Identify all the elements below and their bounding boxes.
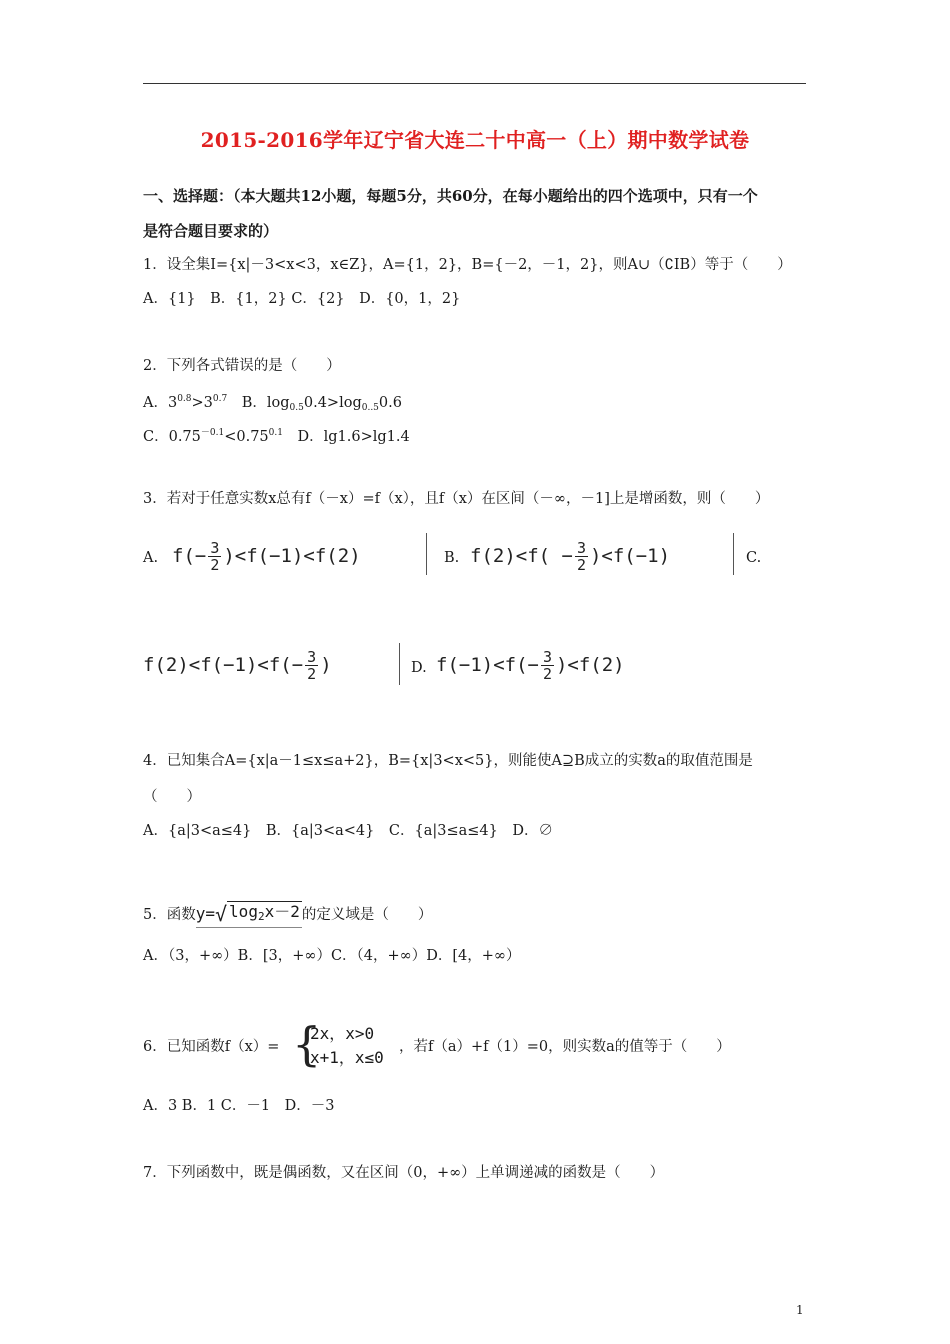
- q3-d-num: 3: [542, 647, 552, 666]
- q3-d-pre: f(−1)<f(−: [436, 654, 539, 676]
- q3-b-pre: f(2)<f( −: [470, 545, 573, 567]
- q3-formula-a: [172, 536, 361, 576]
- q3-a-num: 3: [210, 538, 220, 557]
- q5-formula-y: y=: [195, 904, 215, 923]
- q3-divider-cd: [399, 643, 400, 685]
- question-1-stem: 1．设全集I={x|－3<x<3，x∈Z}，A={1，2}，B={－2，－1，2}，则A∪（∁IB）等于（ ）: [143, 257, 792, 273]
- q3-c-pre: f(2)<f(−1)<f(−: [143, 654, 304, 676]
- q3-c-den: 2: [307, 664, 317, 683]
- question-2-stem: 2．下列各式错误的是（ ）: [143, 358, 341, 374]
- q2-option-d: D．lg1.6>lg1.4: [282, 429, 410, 445]
- question-6-stem-pre: 6．已知函数f（x）=: [143, 1039, 280, 1055]
- q5-log-base: 2: [257, 910, 265, 923]
- q3-formula-c: [143, 645, 332, 685]
- q3-label-a: A.: [143, 550, 159, 566]
- question-5-stem: [143, 901, 432, 928]
- question-2-options-ab: [143, 389, 402, 418]
- q3-c-post: ): [320, 654, 332, 676]
- page-number: 1: [796, 1303, 804, 1317]
- radical-sign-icon: √: [215, 902, 228, 926]
- q3-a-post: )<f(−1)<f(2): [223, 545, 361, 567]
- q2-option-c-exp1: －0.1: [200, 428, 225, 438]
- q3-b-fraction: [575, 540, 588, 573]
- q5-log-arg: x－2: [264, 902, 300, 921]
- q3-d-den: 2: [542, 664, 552, 683]
- question-5-options: A．（3，+∞）B．[3，+∞）C．（4，+∞）D．[4，+∞）: [143, 948, 521, 964]
- q3-a-pre: f(−: [172, 545, 207, 567]
- q3-divider-ab: [426, 533, 427, 575]
- q2-option-b-pre: B．log: [227, 395, 290, 411]
- left-brace-icon: {: [292, 1017, 322, 1071]
- q2-option-c-base: C．0.75: [143, 429, 201, 445]
- q2-option-b-base1: 0.5: [289, 403, 304, 413]
- q2-option-a-exp2: 0.7: [212, 394, 228, 404]
- q3-d-fraction: [541, 649, 554, 682]
- q6-case-1: 2x，x>0: [310, 1024, 375, 1043]
- q3-formula-b: [470, 536, 670, 576]
- question-7-stem: 7．下列函数中，既是偶函数，又在区间（0，+∞）上单调递减的函数是（ ）: [143, 1165, 665, 1181]
- question-1-options: A．{1} B．{1，2} C．{2} D．{0，1，2}: [143, 291, 461, 307]
- q5-log: log: [229, 902, 258, 921]
- q3-divider-bc: [733, 533, 734, 575]
- q2-option-b-mid: 0.4>log: [303, 395, 362, 411]
- question-4-stem: 4．已知集合A={x|a－1≤x≤a+2}，B={x|3<x<5}，则能使A⊇B成立的实数a的取值范围是: [143, 753, 753, 769]
- question-4-paren: （ ）: [143, 789, 201, 805]
- q5-formula: [196, 901, 302, 928]
- q2-option-c-mid: <0.75: [224, 429, 269, 445]
- section-heading-line1: 一、选择题：（本大题共12小题，每题5分，共60分，在每小题给出的四个选项中，只有一个: [143, 187, 758, 205]
- question-2-options-cd: [143, 423, 410, 447]
- q5-stem-pre: 5．函数: [143, 906, 196, 923]
- q2-option-c-exp2: 0.1: [268, 428, 283, 438]
- q3-label-d: D.: [411, 660, 427, 676]
- exam-title: 2015-2016学年辽宁省大连二十中高一（上）期中数学试卷: [200, 128, 750, 152]
- q5-radicand: [227, 901, 302, 927]
- question-6-stem-post: ，若f（a）+f（1）=0，则实数a的值等于（ ）: [399, 1039, 731, 1055]
- q3-c-num: 3: [307, 647, 317, 666]
- q3-b-num: 3: [576, 538, 586, 557]
- question-4-options: A．{a|3<a≤4} B．{a|3<a<4} C．{a|3≤a≤4} D．∅: [143, 823, 553, 839]
- q3-b-den: 2: [576, 555, 586, 574]
- q2-option-a-exp1: 0.8: [177, 394, 192, 404]
- header-rule: [143, 83, 806, 84]
- q6-case-2: x+1，x≤0: [310, 1048, 384, 1067]
- q2-option-b-post: 0.6: [378, 395, 402, 411]
- q3-b-post: )<f(−1): [589, 545, 671, 567]
- q3-a-fraction: [208, 540, 221, 573]
- q2-option-b-base2: 0..5: [361, 403, 379, 413]
- question-6-options: A．3 B．1 C．－1 D．－3: [143, 1098, 335, 1114]
- q2-option-a-mid: >3: [191, 395, 213, 411]
- q3-formula-d: [436, 645, 625, 685]
- q3-label-c: C.: [746, 550, 762, 566]
- q2-option-a-base: A．3: [143, 395, 178, 411]
- q3-d-post: )<f(2): [555, 654, 625, 676]
- q3-c-fraction: [305, 649, 318, 682]
- q6-piecewise: [310, 1022, 384, 1070]
- question-3-stem: 3．若对于任意实数x总有f（－x）=f（x），且f（x）在区间（－∞，－1]上是增函数，则（ ）: [143, 491, 770, 507]
- section-heading-line2: 是符合题目要求的）: [143, 222, 279, 240]
- q3-label-b: B.: [444, 550, 460, 566]
- q5-stem-post: 的定义域是（ ）: [301, 906, 433, 923]
- q3-a-den: 2: [210, 555, 220, 574]
